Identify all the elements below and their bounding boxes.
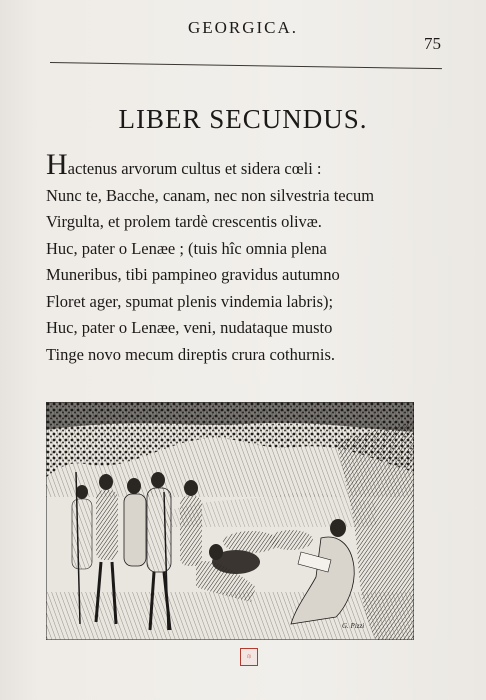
- verse-line: Huc, pater o Lenæe ; (tuis hîc omnia plena: [46, 238, 327, 258]
- verse-line: Nunc te, Bacche, canam, nec non silvestria tecum: [46, 185, 375, 205]
- verse-line: Huc, pater o Lenæe, veni, nudataque musto: [46, 318, 333, 337]
- verse-line: Muneribus, tibi pampineo gravidus autumno: [46, 265, 340, 284]
- verse-line-text: actenus arvorum cultus et sidera cœli :: [67, 159, 322, 178]
- verse-line: [46, 148, 446, 183]
- verse-line: Floret ager, spumat plenis vindemia labris);: [46, 291, 334, 311]
- header-rule: [50, 62, 442, 69]
- engraving-illustration: [46, 402, 414, 640]
- ground: [46, 592, 414, 640]
- collection-stamp: 印: [240, 648, 258, 666]
- page-number: 75: [424, 34, 441, 53]
- verse-block: [46, 148, 446, 368]
- running-title: GEORGICA.: [187, 18, 299, 37]
- book-title: LIBER SECUNDUS.: [118, 104, 368, 134]
- verse-line: Virgulta, et prolem tardè crescentis olivæ.: [46, 212, 322, 231]
- drop-cap: H: [46, 148, 68, 181]
- engraver-signature: G. Pizzi: [342, 622, 365, 630]
- verse-line: Tinge novo mecum direptis crura cothurnis.: [46, 344, 336, 364]
